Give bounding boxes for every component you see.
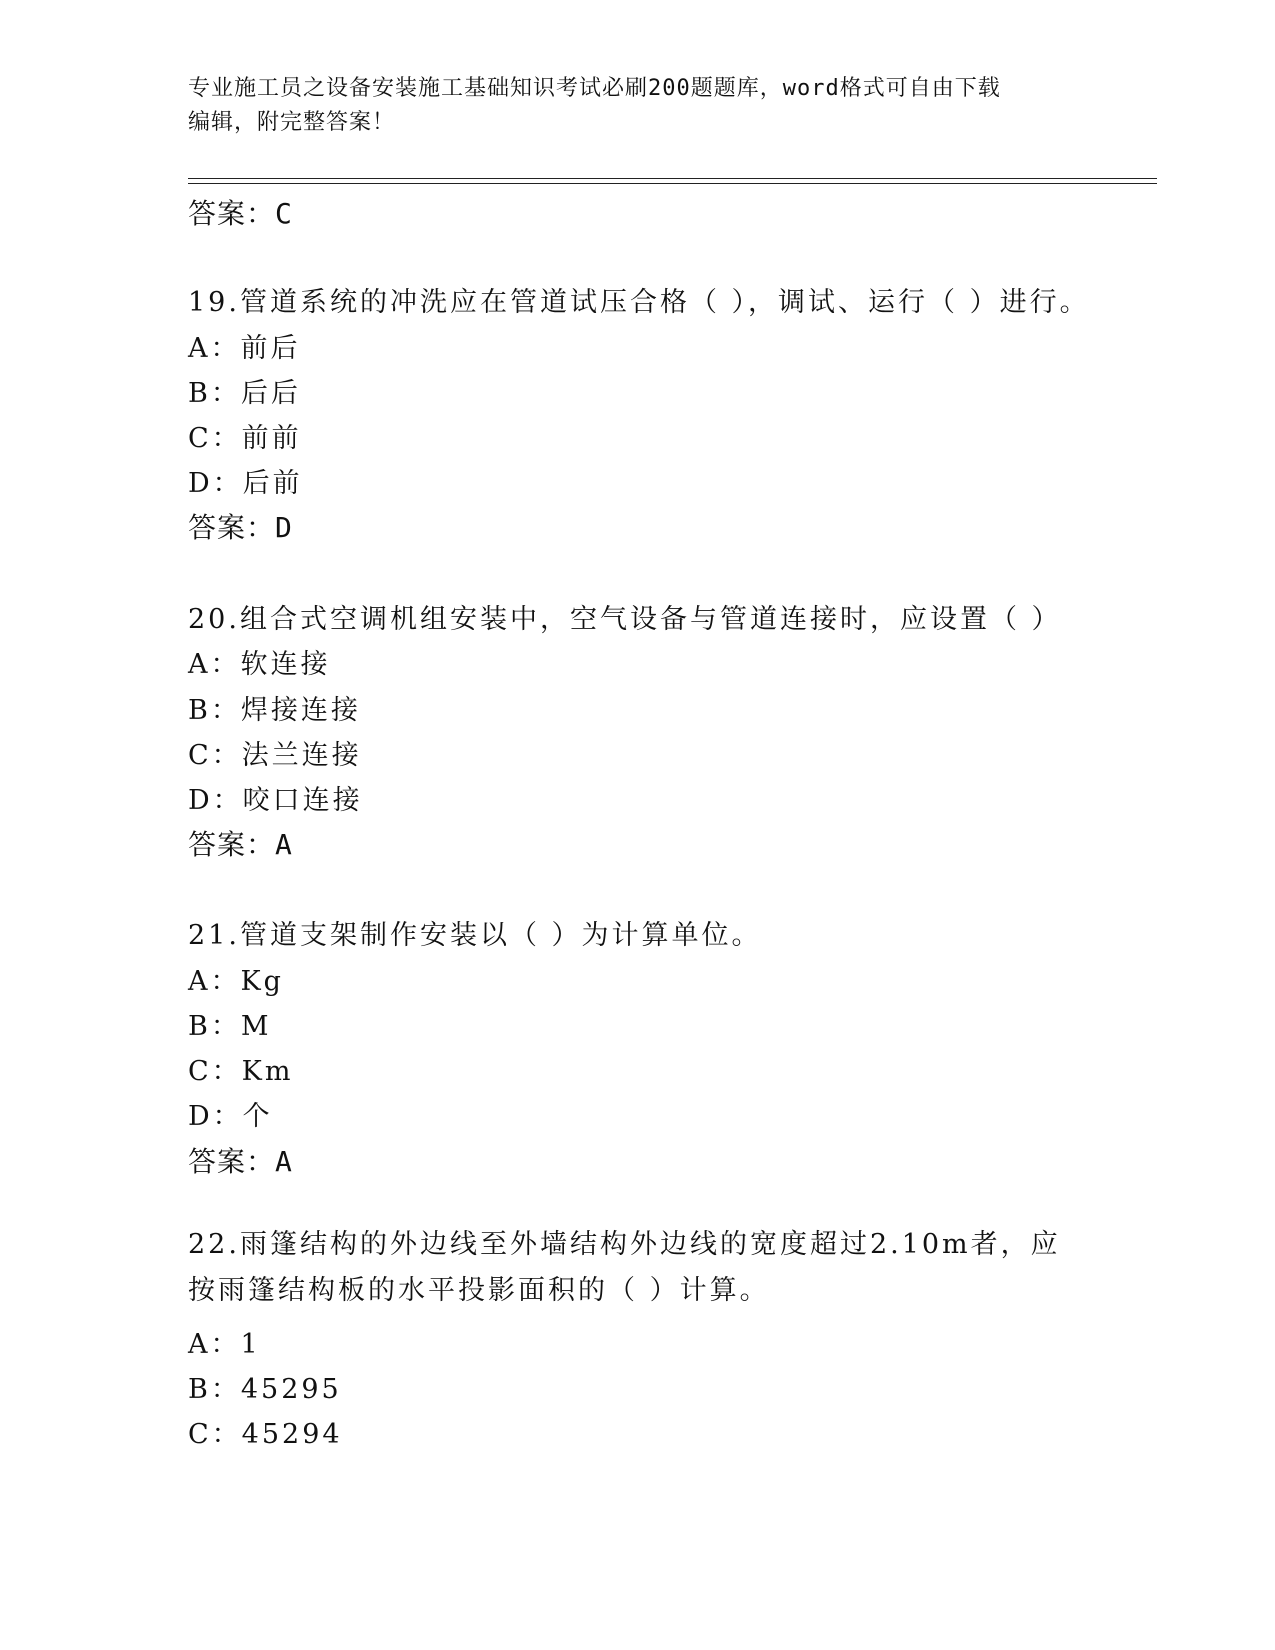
answer-previous: 答案：C bbox=[188, 197, 293, 230]
question-19-option-c: C：前前 bbox=[188, 423, 302, 454]
question-20-text: 20.组合式空调机组安装中，空气设备与管道连接时，应设置（ ） bbox=[188, 604, 1062, 635]
question-21-text: 21.管道支架制作安装以（ ）为计算单位。 bbox=[188, 920, 762, 951]
question-22-text: 22.雨篷结构的外边线至外墙结构外边线的宽度超过2.10m者，应按雨篷结构板的水平投影面积的（ ）计算。 bbox=[188, 1229, 1061, 1306]
question-19-answer: 答案：D bbox=[188, 511, 293, 544]
header-divider-top bbox=[188, 178, 1157, 179]
question-19-option-d: D：后前 bbox=[188, 468, 303, 499]
question-21-answer: 答案：A bbox=[188, 1145, 293, 1178]
header-line-2: 编辑，附完整答案！ bbox=[188, 110, 396, 135]
question-19-option-b: B：后后 bbox=[188, 378, 301, 409]
question-21-option-c: C：Km bbox=[188, 1056, 294, 1087]
question-19-option-a: A：前后 bbox=[188, 333, 301, 364]
question-22-option-a: A：1 bbox=[188, 1329, 261, 1360]
question-20-answer: 答案：A bbox=[188, 828, 293, 861]
question-21-option-d: D：个 bbox=[188, 1101, 273, 1132]
question-19-text: 19.管道系统的冲洗应在管道试压合格（ ），调试、运行（ ）进行。 bbox=[188, 287, 1090, 318]
question-20-option-a: A：软连接 bbox=[188, 649, 331, 680]
header-divider-bottom bbox=[188, 183, 1157, 184]
question-20-option-b: B：焊接连接 bbox=[188, 695, 361, 726]
question-20-option-d: D：咬口连接 bbox=[188, 785, 363, 816]
document-header bbox=[188, 72, 1088, 140]
question-22-option-c: C：45294 bbox=[188, 1419, 343, 1450]
header-line-1: 专业施工员之设备安装施工基础知识考试必刷200题题库，word格式可自由下载 bbox=[188, 76, 1001, 101]
question-21-option-a: A：Kg bbox=[188, 966, 284, 997]
question-22-option-b: B：45295 bbox=[188, 1374, 342, 1405]
question-21-option-b: B：M bbox=[188, 1011, 272, 1042]
question-20-option-c: C：法兰连接 bbox=[188, 740, 362, 771]
